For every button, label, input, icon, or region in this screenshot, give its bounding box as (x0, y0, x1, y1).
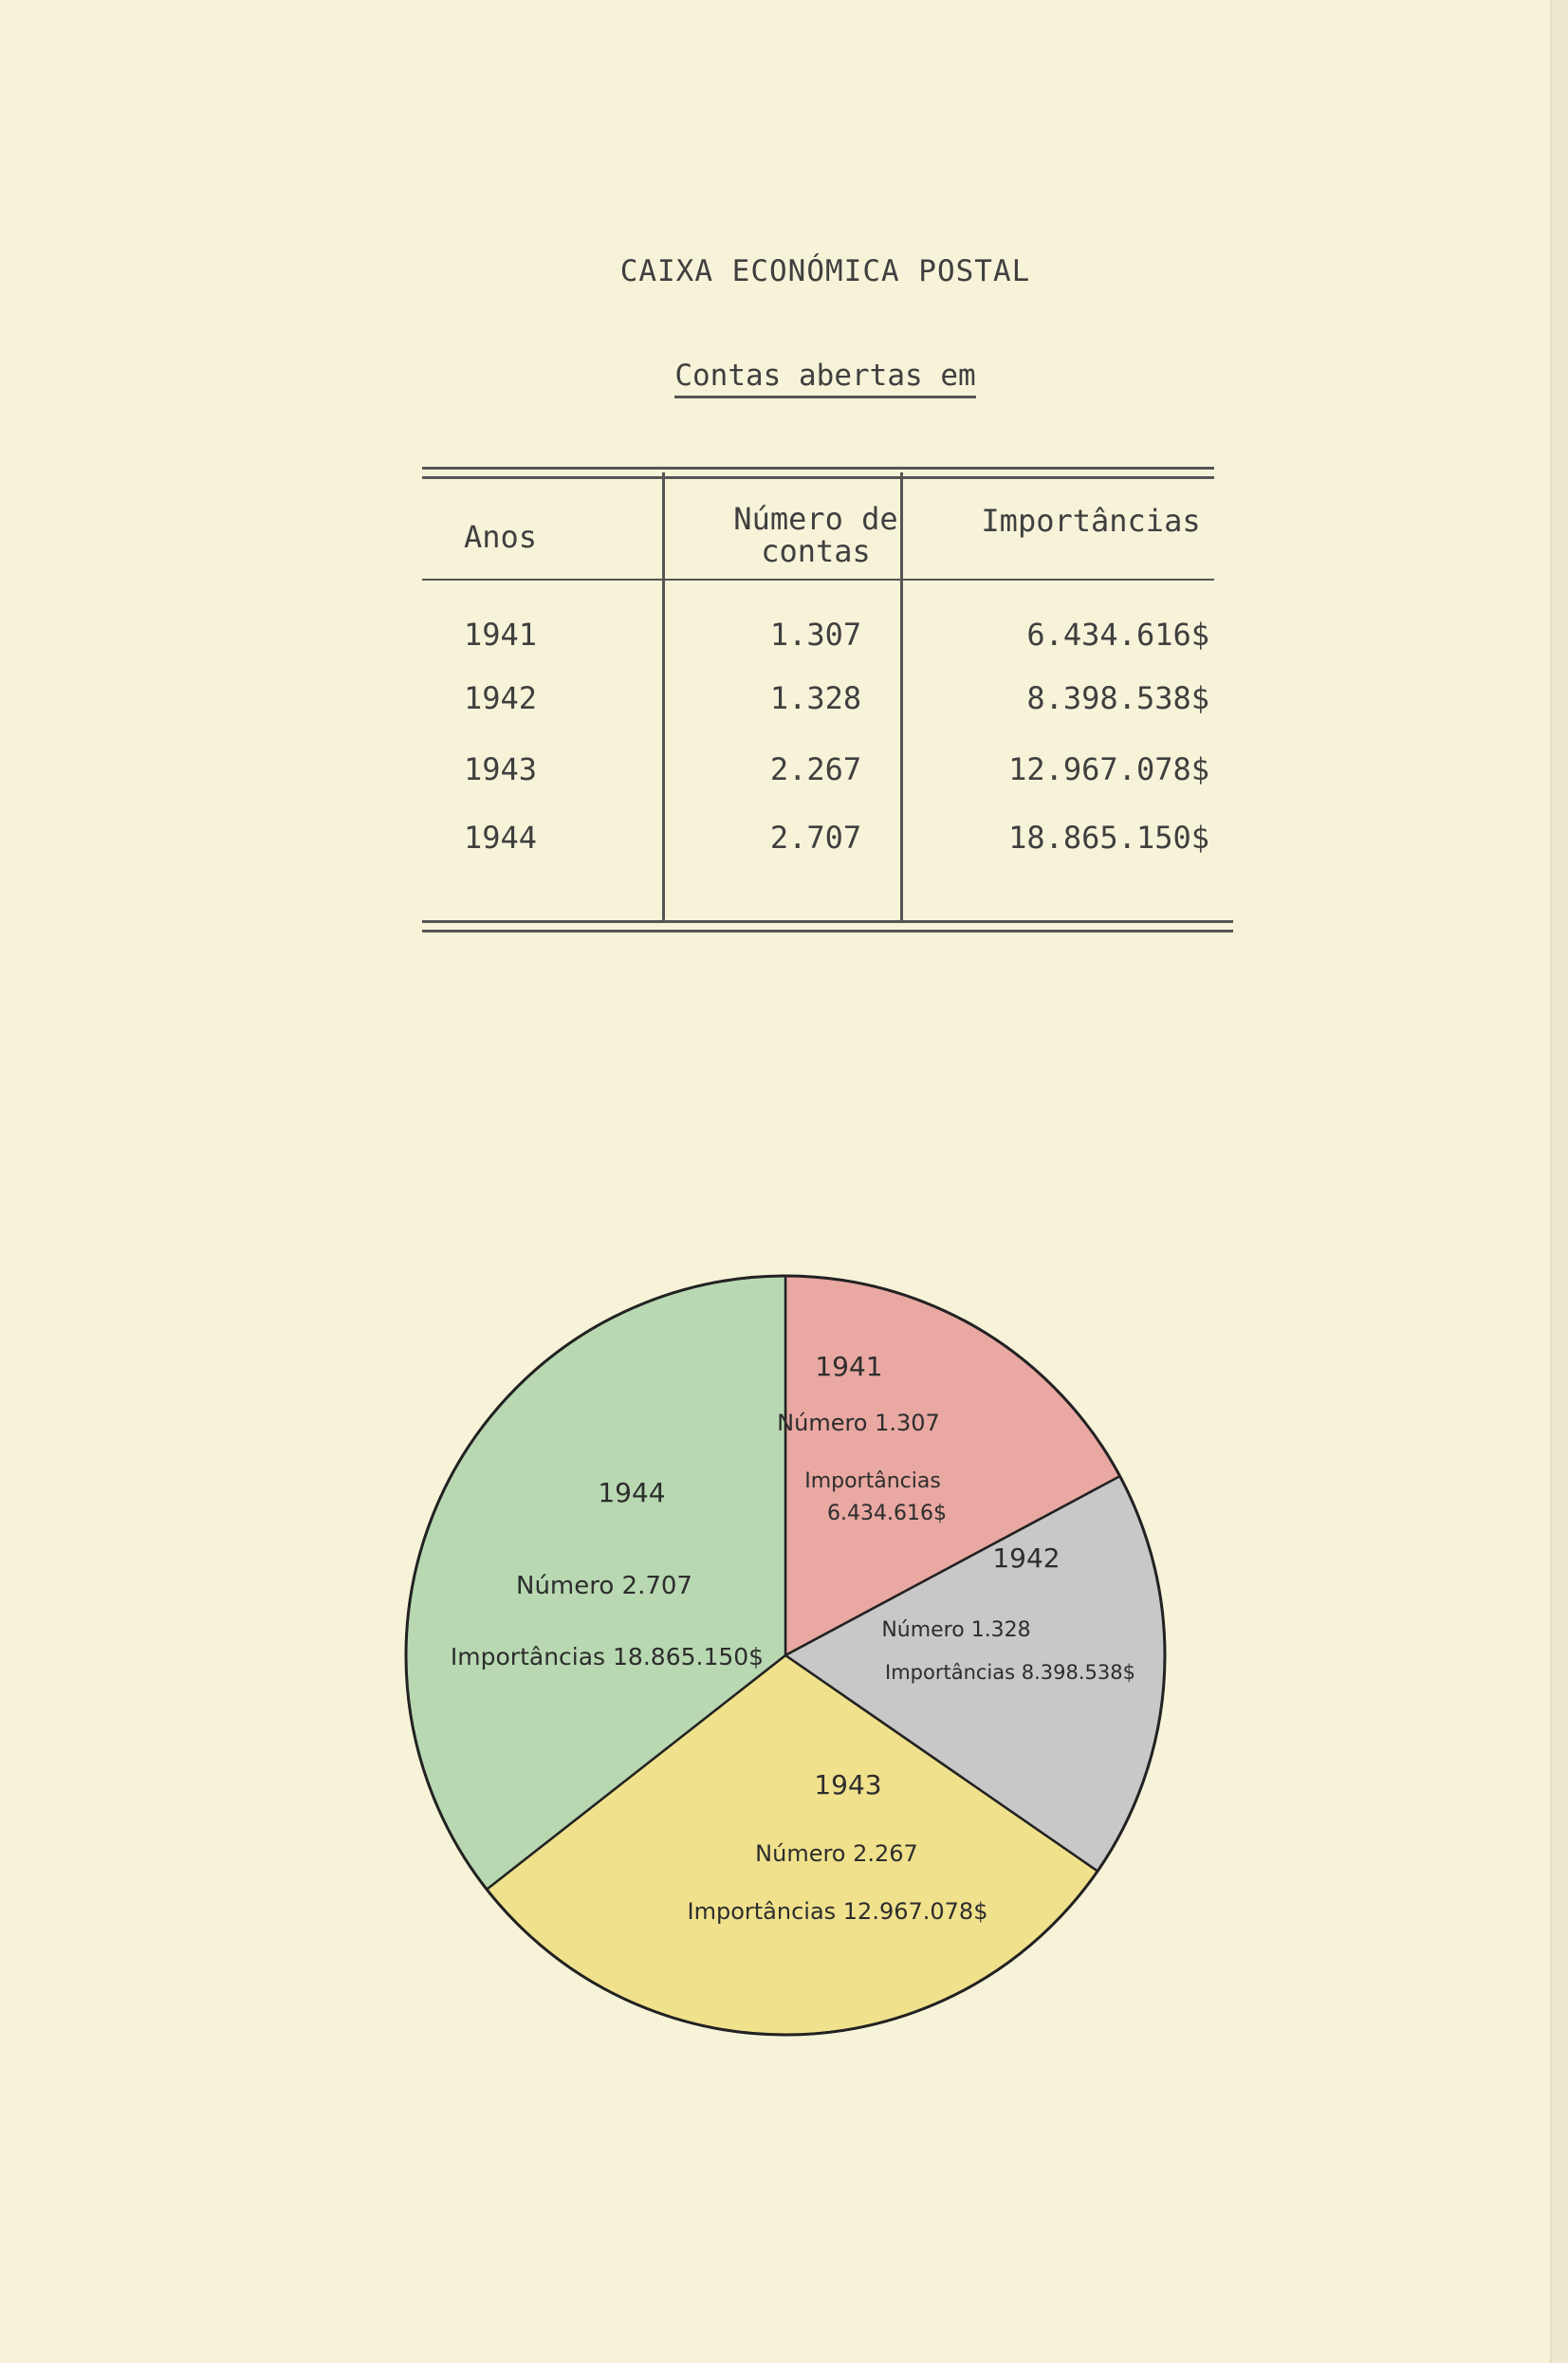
pie-label-numero-text-1944: Número 2.707 (516, 1572, 692, 1600)
pie-label-importancia-value-1941: 6.434.616$ (827, 1502, 947, 1525)
table-cell-numero: 2.707 (769, 820, 862, 856)
pie-label-label-1942: 1942 (992, 1542, 1061, 1574)
table-cell-importancia: 18.865.150$ (1008, 820, 1209, 856)
pie-label-label-1943: 1943 (814, 1769, 882, 1800)
pie-label-importancia-text-1943: Importâncias 12.967.078$ (687, 1898, 988, 1925)
table-cell-ano: 1942 (463, 680, 538, 716)
header-numero-line1: Número de (733, 501, 898, 537)
document-title: CAIXA ECONÓMICA POSTAL (619, 254, 1031, 288)
header-anos: Anos (463, 519, 538, 555)
table-cell-importancia: 12.967.078$ (1008, 751, 1209, 787)
table-cell-numero: 1.328 (769, 680, 862, 716)
pie-label-importancia-text-1942: Importâncias 8.398.538$ (885, 1661, 1135, 1684)
pie-label-numero-text-1941: Número 1.307 (777, 1410, 940, 1436)
pie-label-numero-text-1942: Número 1.328 (881, 1618, 1031, 1642)
table-cell-numero: 1.307 (769, 617, 862, 653)
pie-label-label-1941: 1941 (815, 1351, 883, 1382)
pie-label-numero-text-1943: Número 2.267 (755, 1840, 918, 1867)
subtitle-text: Contas abertas em (674, 359, 975, 398)
table-cell-numero: 2.267 (769, 751, 862, 787)
pie-label-importancia-label-1941: Importâncias (804, 1469, 941, 1493)
table-cell-importancia: 8.398.538$ (1026, 680, 1209, 716)
table-cell-ano: 1943 (463, 751, 538, 787)
pie-label-label-1944: 1944 (598, 1477, 666, 1508)
header-importancias: Importâncias (981, 503, 1201, 539)
table-cell-importancia: 6.434.616$ (1026, 617, 1209, 653)
header-numero-line2: contas (761, 533, 871, 569)
table-cell-ano: 1944 (463, 820, 538, 856)
table-cell-ano: 1941 (463, 617, 538, 653)
pie-label-importancia-text-1944: Importâncias 18.865.150$ (450, 1643, 765, 1671)
